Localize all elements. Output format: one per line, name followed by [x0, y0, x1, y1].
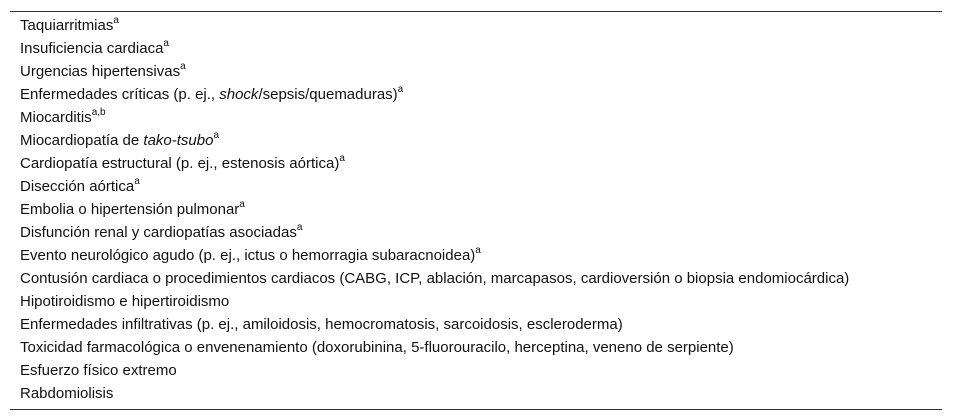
- footnote-marker: a: [134, 176, 140, 187]
- table-row: [10, 290, 942, 313]
- table-row: [10, 129, 942, 152]
- footnote-marker: a: [339, 153, 345, 164]
- row-text: Enfermedades críticas (p. ej.,: [20, 86, 220, 103]
- row-text: Toxicidad farmacológica o envenenamiento (doxorubinina, 5-fluorouracilo, herceptina, veneno de serpiente): [20, 339, 734, 356]
- row-text: Taquiarritmias: [20, 17, 114, 34]
- table-row: [10, 313, 942, 336]
- row-text: Enfermedades infiltrativas (p. ej., amiloidosis, hemocromatosis, sarcoidosis, escleroderma): [20, 316, 623, 333]
- row-text: Insuficiencia cardiaca: [20, 40, 164, 57]
- footnote-marker: a: [397, 84, 404, 95]
- footnote-marker: a,b: [91, 107, 106, 118]
- row-text: Miocarditis: [20, 109, 92, 126]
- row-text: Urgencias hipertensivas: [20, 63, 181, 80]
- row-text: Disección aórtica: [20, 178, 135, 195]
- table-row: [10, 244, 942, 267]
- row-text: Rabdomiolisis: [20, 385, 114, 402]
- table-row: [10, 14, 942, 37]
- table-row: [10, 267, 942, 290]
- table-row: [10, 221, 942, 244]
- row-text: Cardiopatía estructural (p. ej., estenosis aórtica): [20, 155, 340, 172]
- table-row: [10, 60, 942, 83]
- footnote-marker: a: [239, 199, 245, 210]
- row-text: Disfunción renal y cardiopatías asociadas: [20, 224, 297, 241]
- conditions-table: [10, 11, 942, 410]
- table-row: [10, 83, 942, 106]
- row-text-italic: shock: [219, 86, 259, 103]
- footnote-marker: a: [475, 245, 481, 256]
- table-row: [10, 106, 942, 129]
- footnote-marker: a: [213, 130, 220, 141]
- table-row: [10, 152, 942, 175]
- table-row: [10, 37, 942, 60]
- row-text-italic: tako-tsubo: [143, 132, 214, 149]
- footnote-marker: a: [113, 15, 119, 26]
- row-text: Evento neurológico agudo (p. ej., ictus o hemorragia subaracnoidea): [20, 247, 476, 264]
- table-row: [10, 198, 942, 221]
- table-row: [10, 336, 942, 359]
- row-text: Contusión cardiaca o procedimientos cardiacos (CABG, ICP, ablación, marcapasos, cardioversión o biopsia endomiocárdica): [20, 270, 850, 287]
- row-text: Esfuerzo físico extremo: [20, 362, 177, 379]
- table-row: [10, 175, 942, 198]
- table-row: [10, 359, 942, 382]
- footnote-marker: a: [180, 61, 186, 72]
- footnote-marker: a: [163, 38, 169, 49]
- row-text: /sepsis/quemaduras): [258, 86, 398, 103]
- row-text: Hipotiroidismo e hipertiroidismo: [20, 293, 230, 310]
- row-text: Miocardiopatía de: [20, 132, 144, 149]
- footnote-marker: a: [296, 222, 303, 233]
- table-row: [10, 382, 942, 405]
- row-text: Embolia o hipertensión pulmonar: [20, 201, 240, 218]
